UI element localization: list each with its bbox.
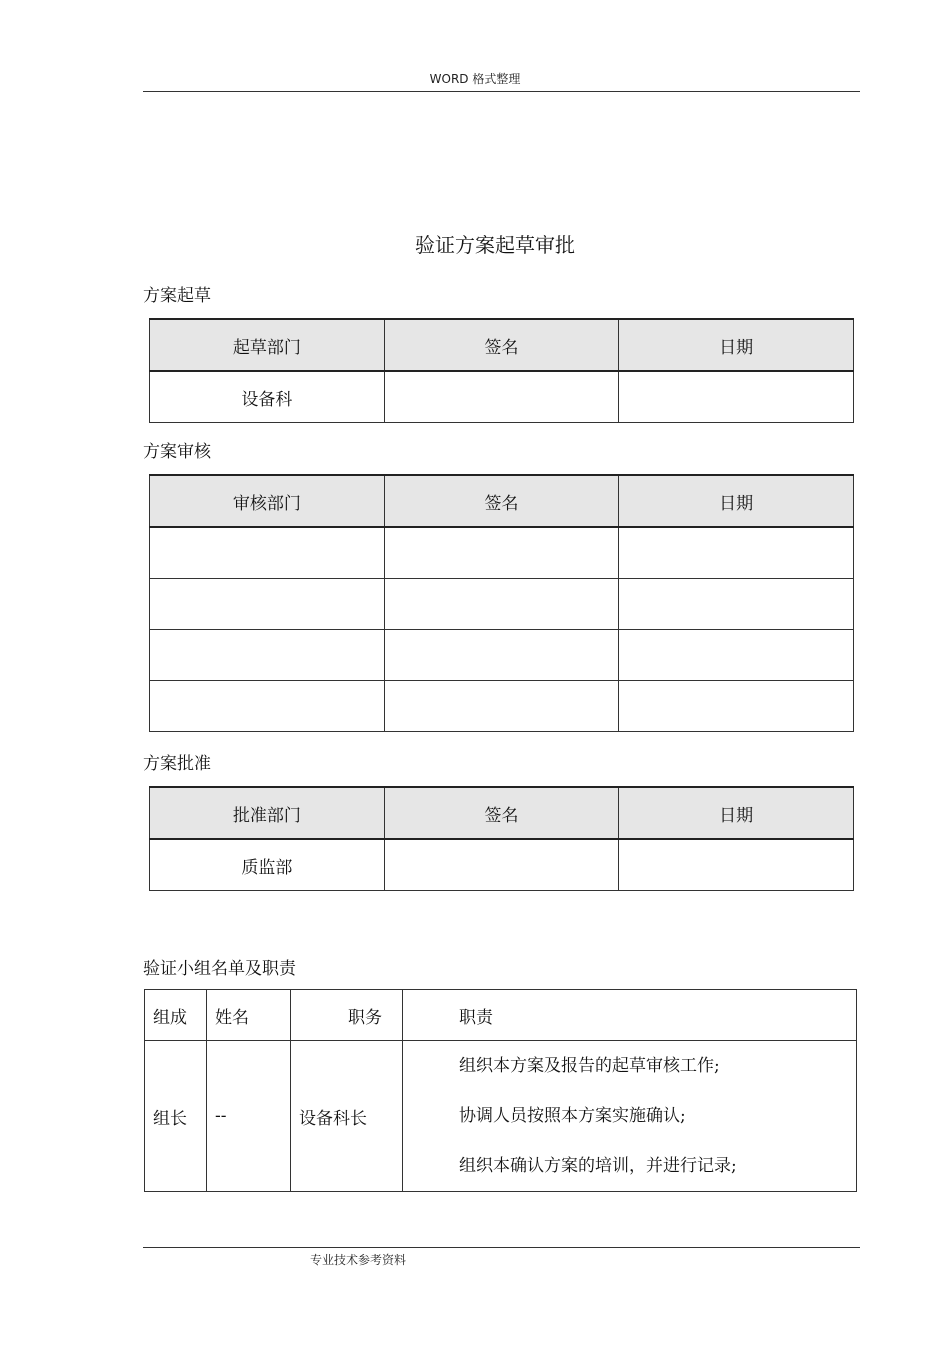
signature-cell: [384, 527, 619, 579]
table-row: [150, 681, 854, 732]
table-header-row: [150, 787, 854, 839]
column-header: 批准部门: [150, 787, 385, 839]
page-footer: 专业技术参考资料: [310, 1253, 407, 1267]
footer-rule: [143, 1247, 860, 1248]
department-cell: 质监部: [150, 839, 385, 891]
duty-item: 协调人员按照本方案实施确认;: [459, 1106, 686, 1126]
approve-table: [149, 786, 854, 891]
column-header: 职责: [403, 990, 857, 1041]
date-cell: [619, 527, 854, 579]
page-header: WORD 格式整理: [429, 72, 521, 86]
table-header-row: [150, 475, 854, 527]
role-cell: 组长: [145, 1041, 207, 1192]
team-table: [144, 989, 857, 1192]
position-cell: 设备科长: [291, 1041, 403, 1192]
column-header: 日期: [619, 319, 854, 371]
department-cell: [150, 630, 385, 681]
column-header: 审核部门: [150, 475, 385, 527]
signature-cell: [384, 839, 619, 891]
table-row: [150, 527, 854, 579]
table-row: [145, 1041, 857, 1192]
column-header: 签名: [384, 475, 619, 527]
table-row: [150, 630, 854, 681]
column-header: 签名: [384, 787, 619, 839]
signature-cell: [384, 681, 619, 732]
date-cell: [619, 630, 854, 681]
date-cell: [619, 579, 854, 630]
column-header: 日期: [619, 787, 854, 839]
document-title: 验证方案起草审批: [415, 233, 575, 257]
table-row: [150, 839, 854, 891]
column-header: 签名: [384, 319, 619, 371]
duty-item: 组织本确认方案的培训，并进行记录;: [459, 1156, 737, 1176]
table-header-row: [145, 990, 857, 1041]
column-header: 日期: [619, 475, 854, 527]
department-cell: 设备科: [150, 371, 385, 423]
column-header: 组成: [145, 990, 207, 1041]
review-table: [149, 474, 854, 732]
signature-cell: [384, 579, 619, 630]
department-cell: [150, 681, 385, 732]
table-header-row: [150, 319, 854, 371]
review-section-title: 方案审核: [143, 442, 211, 462]
table-row: [150, 371, 854, 423]
approve-section-title: 方案批准: [143, 754, 211, 774]
column-header: 姓名: [207, 990, 291, 1041]
column-header: 起草部门: [150, 319, 385, 371]
draft-section-title: 方案起草: [143, 286, 211, 306]
duties-cell: [403, 1041, 857, 1192]
table-row: [150, 579, 854, 630]
name-cell: --: [207, 1041, 291, 1192]
header-rule: [143, 91, 860, 92]
signature-cell: [384, 630, 619, 681]
signature-cell: [384, 371, 619, 423]
department-cell: [150, 579, 385, 630]
column-header: 职务: [291, 990, 403, 1041]
draft-table: [149, 318, 854, 423]
date-cell: [619, 371, 854, 423]
team-section-title: 验证小组名单及职责: [143, 959, 296, 979]
department-cell: [150, 527, 385, 579]
date-cell: [619, 681, 854, 732]
date-cell: [619, 839, 854, 891]
duty-item: 组织本方案及报告的起草审核工作;: [459, 1056, 720, 1076]
